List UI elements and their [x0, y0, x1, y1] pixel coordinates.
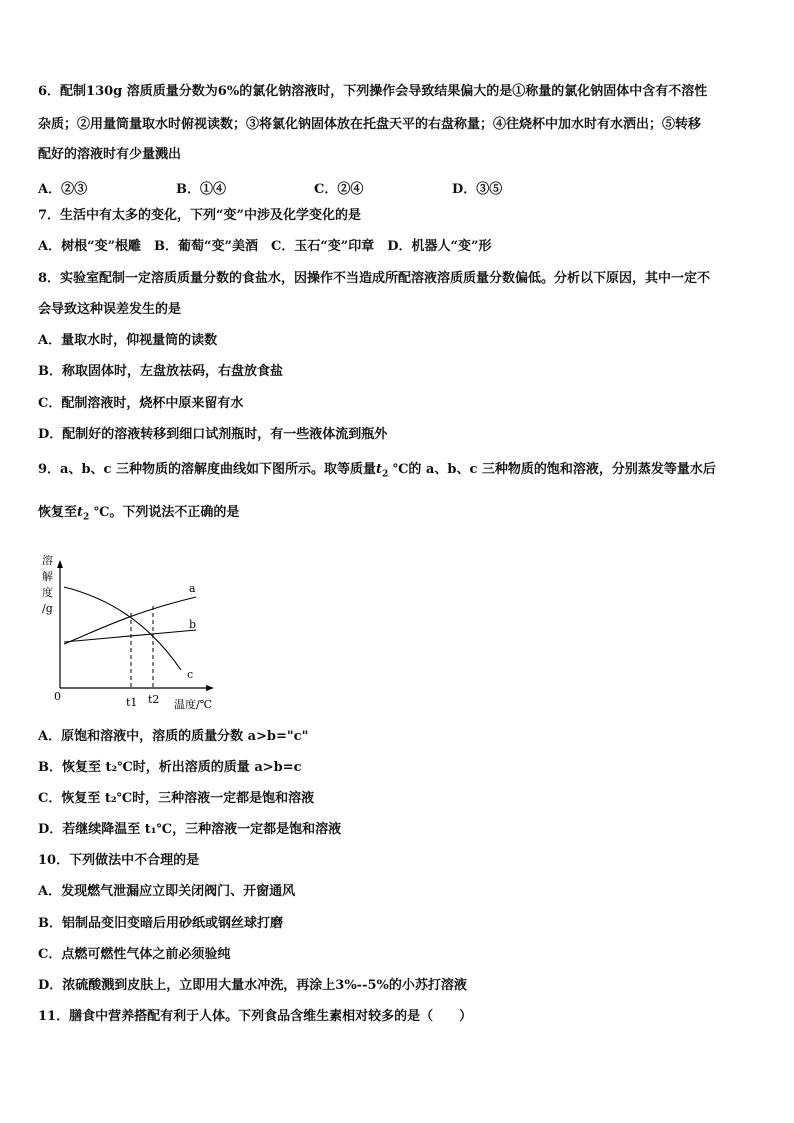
series-label-a: a	[189, 582, 196, 595]
q7-stem: 7．生活中有太多的变化，下列“变”中涉及化学变化的是	[38, 208, 362, 223]
q9-option-d[interactable]: D．若继续降温至 t₁℃，三种溶液一定都是饱和溶液	[38, 822, 342, 837]
q6-line1: 6．配制130g 溶质质量分数为6%的氯化钠溶液时，下列操作会导致结果偏大的是①称量的氯化钠固体中含有不溶性	[38, 84, 708, 99]
tick-t1: t1	[126, 696, 138, 709]
q6-line2: 杂质；②用量筒量取水时俯视读数；③将氯化钠固体放在托盘天平的右盘称量；④往烧杯中加水时有水洒出；⑤转移	[38, 117, 702, 132]
q9-option-b[interactable]: B．恢复至 t₂℃时，析出溶质的质量 a>b=c	[38, 760, 302, 775]
q8-option-a[interactable]: A．量取水时，仰视量筒的读数	[38, 333, 218, 348]
q9-line2	[38, 505, 239, 526]
q9-option-a[interactable]: A．原饱和溶液中，溶质的质量分数 a>b="c"	[38, 729, 309, 744]
curve-a	[64, 597, 196, 644]
q9-line2-t: t	[77, 505, 84, 520]
xlabel: 温度/℃	[174, 698, 213, 711]
x-axis-arrow	[206, 685, 214, 691]
q11-stem: 11．膳食中营养搭配有利于人体。下列食品含维生素相对较多的是（ ）	[38, 1009, 473, 1024]
curve-c	[64, 587, 181, 670]
ylabel-char-4: /g	[42, 602, 53, 615]
q9-line1	[38, 462, 716, 483]
ylabel-char-1: 溶	[42, 554, 53, 567]
q10-option-b[interactable]: B．铝制品变旧变暗后用砂纸或钢丝球打磨	[38, 916, 283, 931]
q8-option-b[interactable]: B．称取固体时，左盘放祛码，右盘放食盐	[38, 364, 283, 379]
q9-line1-sub: 2	[382, 469, 389, 480]
q9-line1-text-a: 9．a、b、c 三种物质的溶解度曲线如下图所示。取等质量	[38, 462, 377, 477]
q10-option-d[interactable]: D．浓硫酸溅到皮肤上，立即用大量水冲洗，再涂上3%--5%的小苏打溶液	[38, 978, 467, 993]
ylabel-char-3: 度	[42, 586, 53, 599]
q8-option-d[interactable]: D．配制好的溶液转移到细口试剂瓶时，有一些液体流到瓶外	[38, 427, 388, 442]
q9-line1-text-b: ℃的 a、b、c 三种物质的饱和溶液，分别蒸发等量水后	[388, 462, 716, 477]
q9-line1-t: t	[376, 462, 383, 477]
series-label-b: b	[189, 618, 197, 631]
q8-line1: 8．实验室配制一定溶质质量分数的食盐水，因操作不当造成所配溶液溶质质量分数偏低。分析以下原因，其中一定不	[38, 271, 711, 286]
q9-option-c[interactable]: C．恢复至 t₂℃时，三种溶液一定都是饱和溶液	[38, 791, 315, 806]
q10-stem: 10．下列做法中不合理的是	[38, 853, 200, 868]
q6-option-a[interactable]: A．②③	[38, 182, 88, 197]
q6-option-d[interactable]: D．③⑤	[452, 182, 503, 197]
ylabel-char-2: 解	[42, 570, 53, 583]
y-axis-arrow	[57, 560, 63, 568]
q6-option-b[interactable]: B．①④	[176, 182, 226, 197]
q8-line2: 会导致这种误差发生的是	[38, 302, 182, 317]
tick-t2: t2	[148, 693, 160, 706]
series-label-c: c	[187, 668, 194, 681]
q6-option-c[interactable]: C．②④	[314, 182, 364, 197]
q7-options[interactable]: A．树根“变”根雕 B．葡萄“变”美酒 C．玉石“变”印章 D．机器人“变”形	[38, 239, 492, 254]
q9-line2-sub: 2	[83, 512, 90, 523]
q6-line3: 配好的溶液时有少量溅出	[38, 147, 182, 162]
q8-option-c[interactable]: C．配制溶液时，烧杯中原来留有水	[38, 396, 244, 411]
q9-line2-text-a: 恢复至	[38, 505, 78, 520]
q9-line2-text-b: ℃。下列说法不正确的是	[89, 505, 240, 520]
solubility-chart	[38, 548, 223, 716]
origin-label: 0	[54, 690, 61, 703]
q10-option-a[interactable]: A．发现燃气泄漏应立即关闭阀门、开窗通风	[38, 884, 296, 899]
q10-option-c[interactable]: C．点燃可燃性气体之前必须验纯	[38, 947, 231, 962]
